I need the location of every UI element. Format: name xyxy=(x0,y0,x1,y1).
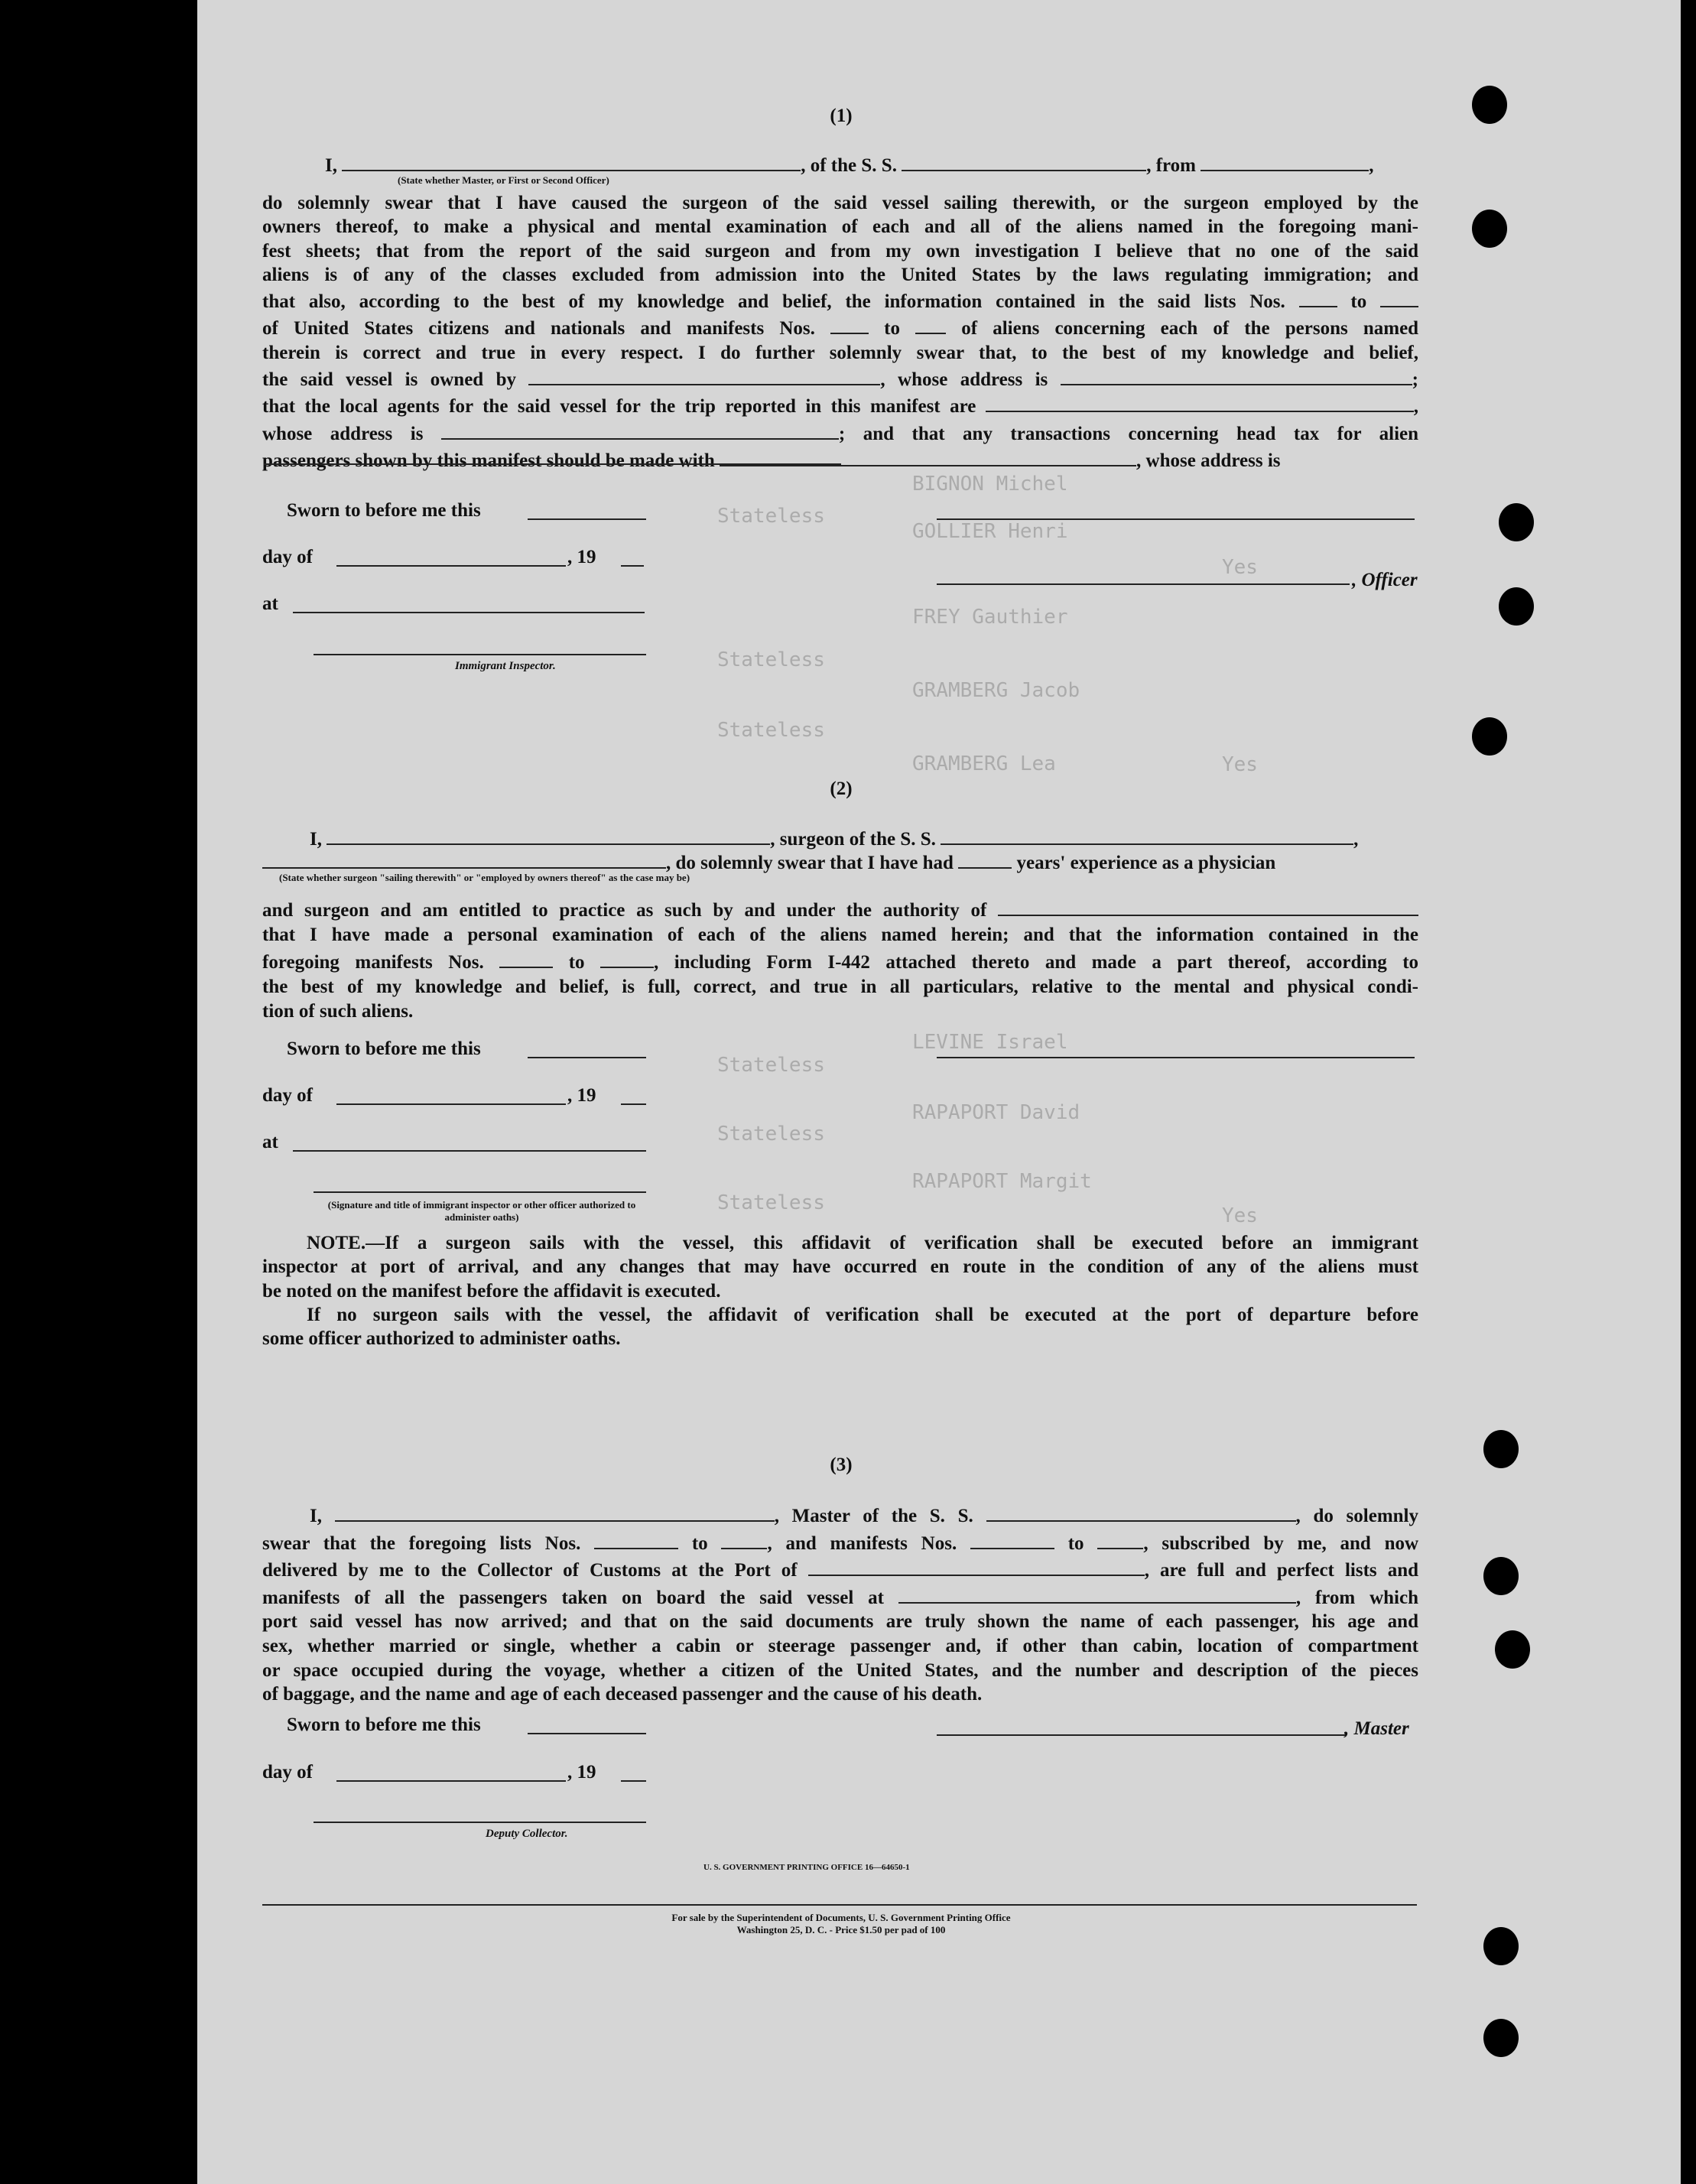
bleed-through-text: Stateless xyxy=(717,505,825,528)
bleed-through-text: GRAMBERG Lea xyxy=(912,752,1056,775)
bleed-through-text: RAPAPORT Margit xyxy=(912,1170,1092,1193)
punch-hole xyxy=(1472,717,1507,756)
sworn-label-1: Sworn to before me this xyxy=(287,500,481,521)
officer-name-field[interactable] xyxy=(342,151,801,171)
body-line: or space occupied during the voyage, whether a citizen of the United States, and the number and description of the pieces xyxy=(262,1659,1418,1681)
deputy-signature-field[interactable] xyxy=(314,1822,646,1823)
footer-line-2: Washington 25, D. C. - Price $1.50 per pad of 100 xyxy=(736,1924,946,1935)
inspector-signature-field[interactable] xyxy=(314,654,646,655)
month-field-3[interactable] xyxy=(336,1780,566,1782)
bleed-through-text: RAPAPORT David xyxy=(912,1101,1080,1124)
footer-line-1: For sale by the Superintendent of Documents, U. S. Government Printing Office xyxy=(671,1912,1011,1923)
master-label: , Master xyxy=(1344,1718,1409,1739)
bleed-through-text: Stateless xyxy=(717,1054,825,1077)
bleed-through-text: Yes xyxy=(1222,1204,1258,1227)
local-agents-field[interactable] xyxy=(986,392,1414,412)
address-continuation-line[interactable] xyxy=(264,463,841,465)
bleed-through-text: Stateless xyxy=(717,1191,825,1214)
vessel-name-field[interactable] xyxy=(902,151,1146,171)
note-line: If no surgeon sails with the vessel, the affidavit of verification shall be executed at the port of departure before xyxy=(307,1304,1418,1325)
day-of-label-3: day of xyxy=(262,1762,313,1783)
footer-rule xyxy=(262,1904,1417,1906)
officer-line-top[interactable] xyxy=(937,518,1415,520)
section-1-lead xyxy=(325,151,1374,177)
body-line: swear that the foregoing lists Nos. to , and manifests Nos. to , subscribed by me, and now xyxy=(262,1529,1418,1556)
deputy-collector-label: Deputy Collector. xyxy=(486,1828,568,1840)
manifests-from-field-2[interactable] xyxy=(499,947,553,968)
body-line: the best of my knowledge and belief, is full, correct, and true in all particulars, relative to the mental and physical condi- xyxy=(262,977,1418,997)
place-field-2[interactable] xyxy=(293,1150,646,1152)
body-line: owners thereof, to make a physical and mental examination of each and all of the aliens named in the foregoing mani- xyxy=(262,216,1418,238)
immigrant-inspector-label: Immigrant Inspector. xyxy=(455,660,556,672)
port-field[interactable] xyxy=(808,1555,1145,1576)
master-signature-field[interactable] xyxy=(937,1734,1346,1736)
lead-text: , xyxy=(1369,155,1374,176)
manifests-to-field-2[interactable] xyxy=(600,947,654,968)
body-line: and surgeon and am entitled to practice as such by and under the authority of xyxy=(262,895,1418,923)
punch-hole xyxy=(1483,1557,1519,1595)
note-line: some officer authorized to administer oaths. xyxy=(262,1328,621,1350)
body-line: aliens is of any of the classes excluded from admission into the United States by the laws regulating immigration; and xyxy=(262,264,1418,285)
at-label-2: at xyxy=(262,1132,278,1152)
boarding-port-field[interactable] xyxy=(898,1583,1296,1604)
manifests-to-field-3[interactable] xyxy=(1097,1529,1143,1549)
bleed-through-text: GRAMBERG Jacob xyxy=(912,679,1080,702)
year-label-1: , 19 xyxy=(567,547,596,567)
surgeon-vessel-field[interactable] xyxy=(941,824,1353,845)
master-vessel-field[interactable] xyxy=(986,1501,1296,1522)
body-line: sex, whether married or single, whether a cabin or steerage passenger and, if other than cabin, location of compartment xyxy=(262,1635,1418,1656)
bleed-through-text: Stateless xyxy=(717,1123,825,1146)
officer-signature-field[interactable] xyxy=(937,583,1350,585)
lists-from-field-3[interactable] xyxy=(594,1529,678,1549)
sworn-date-field-3[interactable] xyxy=(528,1733,646,1734)
lead-text: , from xyxy=(1146,155,1196,176)
body-line: manifests of all the passengers taken on board the said vessel at , from which xyxy=(262,1583,1418,1610)
body-line: port said vessel has now arrived; and that on the said documents are truly shown the name of each passenger, his age and xyxy=(262,1611,1418,1633)
punch-hole xyxy=(1499,587,1534,626)
bleed-through-text: Stateless xyxy=(717,648,825,671)
body-line: that the local agents for the said vessel for the trip reported in this manifest are , xyxy=(262,392,1418,418)
year-label-2: , 19 xyxy=(567,1085,596,1106)
officer-label: , Officer xyxy=(1352,570,1418,590)
bleed-through-text: BIGNON Michel xyxy=(912,473,1068,496)
note-line: inspector at port of arrival, and any changes that may have occurred en route in the condition of any of the aliens must xyxy=(262,1256,1418,1278)
body-line: I, , Master of the S. S. , do solemnly xyxy=(262,1501,1418,1529)
lists-from-field[interactable] xyxy=(1299,287,1337,307)
sworn-date-field-2[interactable] xyxy=(528,1057,646,1058)
sworn-label-3: Sworn to before me this xyxy=(287,1714,481,1735)
year-field-2[interactable] xyxy=(621,1103,646,1105)
month-field-2[interactable] xyxy=(336,1103,566,1105)
owner-address-field[interactable] xyxy=(1061,365,1412,385)
at-label-1: at xyxy=(262,593,278,614)
body-line: that I have made a personal examination of each of the aliens named herein; and that the information contained in the xyxy=(262,925,1418,945)
bleed-through-text: Yes xyxy=(1222,753,1258,776)
section-1-body xyxy=(262,191,1418,473)
body-line: tion of such aliens. xyxy=(262,1001,414,1022)
lead-text: I, xyxy=(325,155,337,176)
year-field-3[interactable] xyxy=(621,1780,646,1782)
day-of-label-2: day of xyxy=(262,1085,313,1106)
note-line: NOTE.—If a surgeon sails with the vessel, this affidavit of verification shall be executed before an immigrant xyxy=(307,1233,1418,1253)
punch-hole xyxy=(1483,2019,1519,2057)
body-line: that also, according to the best of my knowledge and belief, the information contained in the said lists Nos. to xyxy=(262,287,1418,314)
bleed-through-text: Yes xyxy=(1222,556,1258,579)
surgeon-signature-line-top[interactable] xyxy=(937,1057,1415,1058)
sworn-date-field-1[interactable] xyxy=(528,518,646,520)
place-field-1[interactable] xyxy=(293,612,645,613)
port-from-field[interactable] xyxy=(1201,151,1369,171)
punch-hole xyxy=(1499,503,1534,541)
agent-address-field[interactable] xyxy=(441,419,839,440)
bleed-through-text: Stateless xyxy=(717,719,825,742)
body-line: delivered by me to the Collector of Customs at the Port of , are full and perfect lists and xyxy=(262,1555,1418,1583)
section-3-body xyxy=(262,1501,1418,1707)
year-label-3: , 19 xyxy=(567,1762,596,1783)
gpo-imprint: U. S. GOVERNMENT PRINTING OFFICE 16—64650-1 xyxy=(703,1863,910,1872)
section-2-lead: I, , surgeon of the S. S. , xyxy=(310,824,1358,851)
manifests-from-field[interactable] xyxy=(830,314,869,334)
body-line: do solemnly swear that I have caused the surgeon of the said vessel sailing therewith, or the surgeon employed by the xyxy=(262,193,1418,213)
body-line: whose address is ; and that any transactions concerning head tax for alien xyxy=(262,419,1418,446)
authority-field[interactable] xyxy=(998,895,1418,916)
body-line: foregoing manifests Nos. to , including Form I-442 attached thereto and made a part thereof, according to xyxy=(262,947,1418,975)
bleed-through-text: LEVINE Israel xyxy=(912,1031,1068,1054)
lists-to-field-3[interactable] xyxy=(721,1529,767,1549)
punch-hole xyxy=(1483,1927,1519,1965)
month-field-1[interactable] xyxy=(336,565,566,567)
master-name-field[interactable] xyxy=(335,1501,775,1522)
years-experience-field[interactable] xyxy=(958,848,1012,869)
manifests-to-field[interactable] xyxy=(915,314,946,334)
sworn-label-2: Sworn to before me this xyxy=(287,1038,481,1059)
body-line: therein is correct and true in every respect. I do further solemnly swear that, to the best of my knowledge and belief, xyxy=(262,342,1418,363)
body-line: of United States citizens and nationals and manifests Nos. to of aliens concerning each of the persons named xyxy=(262,314,1418,340)
owner-field[interactable] xyxy=(528,365,880,385)
section-2-number: (2) xyxy=(830,778,853,799)
punch-hole xyxy=(1495,1630,1530,1669)
body-line: of baggage, and the name and age of each deceased passenger and the cause of his death. xyxy=(262,1684,983,1705)
section-2-line-2: , do solemnly swear that I have had years' experience as a physician xyxy=(262,848,1275,875)
note-line: be noted on the manifest before the affidavit is executed. xyxy=(262,1280,721,1302)
punch-hole xyxy=(1472,210,1507,248)
bleed-through-text: GOLLIER Henri xyxy=(912,520,1068,543)
body-line: the said vessel is owned by , whose address is ; xyxy=(262,365,1418,392)
body-line: fest sheets; that from the report of the said surgeon and from my own investigation I believe that no one of the said xyxy=(262,240,1418,262)
section-2-body xyxy=(262,895,1418,1024)
section-2-caption: (State whether surgeon "sailing therewith" or "employed by owners thereof" as the case may be) xyxy=(279,872,690,883)
lead-text: , of the S. S. xyxy=(801,155,897,176)
bleed-through-text: FREY Gauthier xyxy=(912,606,1068,629)
section-1-number: (1) xyxy=(830,106,853,126)
year-field-1[interactable] xyxy=(621,565,644,567)
section-3-number: (3) xyxy=(830,1454,853,1475)
punch-hole xyxy=(1483,1430,1519,1468)
day-of-label-1: day of xyxy=(262,547,313,567)
surgeon-status-field[interactable] xyxy=(262,848,666,869)
note-block xyxy=(262,1231,1418,1350)
manifests-from-field-3[interactable] xyxy=(970,1529,1054,1549)
punch-hole xyxy=(1472,86,1507,124)
lists-to-field[interactable] xyxy=(1380,287,1418,307)
surgeon-name-field[interactable] xyxy=(327,824,770,845)
signature-caption: (Signature and title of immigrant inspector or other officer authorized to administer oaths) xyxy=(327,1199,636,1223)
inspector-signature-field-2[interactable] xyxy=(314,1191,646,1193)
section-1-caption: (State whether Master, or First or Second Officer) xyxy=(398,174,609,186)
body-line: passengers shown by this manifest should be made with , whose address is xyxy=(262,446,1418,473)
